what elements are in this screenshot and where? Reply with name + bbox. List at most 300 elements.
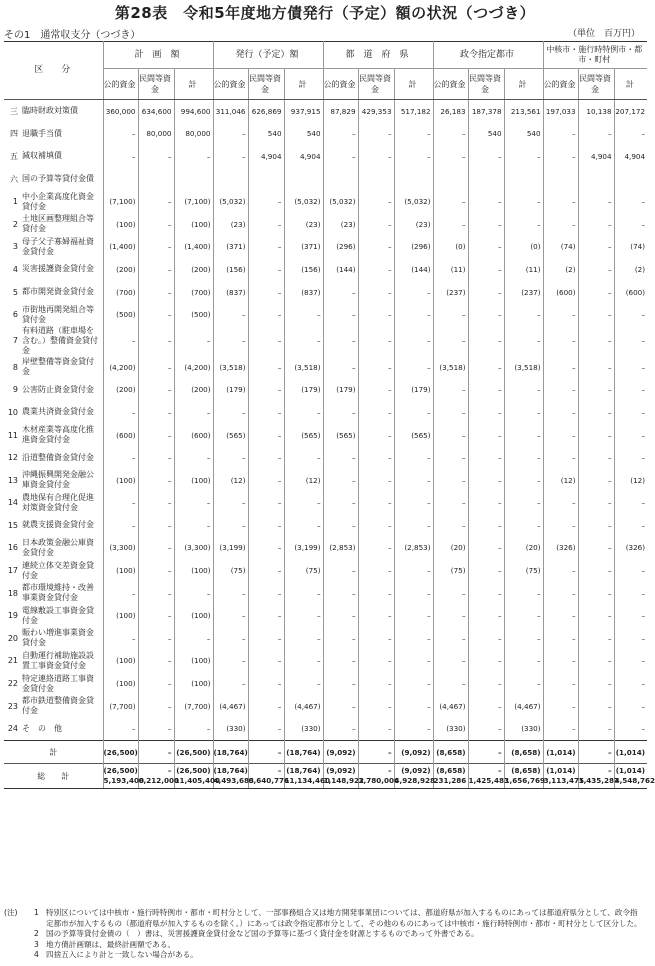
cell-value: [174, 168, 213, 191]
subheader-public: 公的資金: [323, 69, 358, 100]
cell-value: (75): [504, 559, 543, 582]
cell-value: 626,869: [248, 100, 284, 123]
cell-value: –: [394, 582, 433, 605]
cell-value: –: [468, 537, 504, 560]
cell-value: –: [578, 537, 614, 560]
cell-value: –: [641, 724, 646, 734]
cell-value: –: [248, 401, 284, 424]
cell-value: (26,500): [103, 741, 138, 764]
cell-value: [543, 168, 578, 191]
row-label: [4, 258, 103, 281]
subheader-total: 計: [504, 69, 543, 100]
row-number: 3: [12, 242, 18, 252]
cell-value: –: [641, 498, 646, 508]
cell-value: (9,092): [323, 741, 358, 764]
cell-value: 994,600: [174, 100, 213, 123]
cell-value: –: [358, 281, 394, 304]
subheader-private: 民間等資金: [468, 69, 504, 100]
cell-value: –: [248, 650, 284, 673]
cell-value: (326): [625, 543, 646, 553]
row-label: [4, 401, 103, 424]
row-label: [4, 604, 103, 627]
row-number: 六: [10, 174, 18, 184]
row-number: 23: [7, 701, 18, 711]
cell-value: (100): [174, 469, 213, 492]
cell-value: –: [578, 559, 614, 582]
cell-value: 4,904: [624, 151, 646, 161]
cell-value: (2,853): [394, 537, 433, 560]
cell-value: –: [138, 446, 174, 469]
cell-value: –: [543, 604, 578, 627]
cell-value: –: [578, 582, 614, 605]
cell-value: (600): [174, 424, 213, 447]
bond-issuance-table: [4, 41, 655, 789]
row-label: [4, 537, 103, 560]
cell-value: (75): [284, 559, 323, 582]
cell-value: –: [543, 213, 578, 236]
row-name: 特定連絡道路工事資金貸付金: [22, 673, 94, 693]
cell-value: 311,046: [213, 100, 248, 123]
cell-value: (200): [103, 379, 138, 402]
cell-value: –: [394, 604, 433, 627]
cell-value: (4,467): [504, 695, 543, 718]
subheader-total: 計: [614, 69, 647, 100]
table-row: [4, 492, 647, 515]
row-number: 22: [7, 679, 18, 689]
row-number: 6: [12, 310, 18, 320]
cell-value: (12): [543, 469, 578, 492]
cell-value: (75): [213, 559, 248, 582]
cell-value: –: [394, 123, 433, 146]
cell-value: (330): [433, 717, 468, 740]
table-row: [4, 424, 647, 447]
cell-value: –: [433, 401, 468, 424]
header-group-seirei: 政令指定都市: [433, 42, 543, 69]
cell-value: –: [468, 326, 504, 356]
cell-value: –: [543, 356, 578, 379]
cell-value: –: [468, 424, 504, 447]
subheader-private: 民間等資金: [358, 69, 394, 100]
table-row: [4, 213, 647, 236]
cell-value: (20): [504, 537, 543, 560]
cell-value: –: [284, 446, 323, 469]
cell-value: –: [248, 424, 284, 447]
cell-value: –: [433, 514, 468, 537]
cell-value: –: [358, 236, 394, 259]
row-label: 総 計: [4, 764, 103, 789]
cell-value: (565): [284, 424, 323, 447]
cell-value: (3,518): [213, 356, 248, 379]
cell-value: –: [578, 446, 614, 469]
row-name: そ の 他: [22, 723, 62, 733]
cell-value: (23): [394, 213, 433, 236]
cell-value: (500): [174, 303, 213, 326]
cell-value: –: [248, 190, 284, 213]
cell-value: –: [138, 379, 174, 402]
cell-value: –: [578, 258, 614, 281]
cell-value: –: [394, 717, 433, 740]
cell-value: –: [138, 672, 174, 695]
cell-value: –: [504, 604, 543, 627]
cell-value: (18,764): [213, 741, 248, 764]
cell-value: –: [358, 469, 394, 492]
cell-value: –: [248, 356, 284, 379]
row-label: [4, 190, 103, 213]
cell-value: –: [138, 741, 174, 764]
cell-value: –: [433, 446, 468, 469]
cell-value: –: [284, 326, 323, 356]
row-label: [4, 100, 103, 123]
header-group-hakko: 発行（予定）額: [213, 42, 323, 69]
cell-value: (3,199): [213, 537, 248, 560]
row-number: 19: [7, 611, 18, 621]
row-number: 三: [10, 106, 18, 116]
cell-value: –: [248, 492, 284, 515]
cell-value: –: [641, 362, 646, 372]
cell-value: (7,100): [174, 190, 213, 213]
cell-value: –: [138, 559, 174, 582]
row-name: 都市環境維持・改善事業資金貸付金: [22, 583, 94, 603]
cell-value: (12): [630, 475, 646, 485]
cell-value: –: [543, 401, 578, 424]
row-name: 中小企業高度化資金貸付金: [22, 191, 94, 211]
footnote-number: 1: [34, 908, 39, 917]
footnote-text: 国の予算等貸付金債の（ ）書は、災害援護資金貸付金など国の予算等に基づく貸付金を財源とするものであって外書である。: [46, 929, 479, 938]
cell-value: –: [543, 145, 578, 168]
footnotes: [4, 908, 644, 961]
cell-value: –: [394, 401, 433, 424]
table-row: [4, 236, 647, 259]
cell-value: (12): [213, 469, 248, 492]
cell-value: –: [213, 604, 248, 627]
table-row: [4, 145, 647, 168]
cell-value: –: [174, 492, 213, 515]
cell-value: 360,000: [103, 100, 138, 123]
row-label: [4, 446, 103, 469]
cell-value: –: [433, 326, 468, 356]
footnote-text: 四捨五入により計と一致しない場合がある。: [46, 950, 198, 959]
cell-value: (12): [284, 469, 323, 492]
cell-value: –: [468, 258, 504, 281]
row-name: 沖縄振興開発金融公庫資金貸付金: [22, 470, 94, 490]
row-label: [4, 303, 103, 326]
cell-value: –: [468, 446, 504, 469]
cell-value: (4,200): [174, 356, 213, 379]
row-number: 4: [12, 264, 18, 274]
cell-value: –: [468, 650, 504, 673]
row-label: [4, 695, 103, 718]
cell-value: –: [641, 701, 646, 711]
row-name: 母子父子寡婦福祉資金貸付金: [22, 236, 94, 256]
cell-value: –: [138, 717, 174, 740]
cell-value: –: [641, 336, 646, 346]
cell-value: –: [358, 123, 394, 146]
cell-value: –: [468, 514, 504, 537]
footnote-number: 4: [34, 950, 39, 959]
row-label: [4, 236, 103, 259]
cell-value: (4,467): [213, 695, 248, 718]
cell-value: –: [641, 197, 646, 207]
header-group-chukaku: 中核市・施行時特例市・都市・町村: [543, 42, 647, 69]
cell-value: –: [394, 145, 433, 168]
cell-value: –: [641, 219, 646, 229]
cell-value: (5,032): [394, 190, 433, 213]
footnote-marker: [4, 950, 34, 961]
cell-value: –: [468, 604, 504, 627]
cell-value: (144): [323, 258, 358, 281]
cell-value: –: [641, 385, 646, 395]
cell-value: –: [174, 514, 213, 537]
cell-value: –: [468, 213, 504, 236]
table-row: [4, 650, 647, 673]
cell-value: –: [641, 656, 646, 666]
row-name: 退職手当債: [22, 128, 62, 138]
cell-value: –: [103, 326, 138, 356]
cell-value: (330): [284, 717, 323, 740]
cell-value: –: [394, 559, 433, 582]
cell-value: (2): [543, 258, 578, 281]
cell-value: –: [138, 582, 174, 605]
cell-value: (156): [213, 258, 248, 281]
row-label: [4, 514, 103, 537]
cell-value: –: [248, 213, 284, 236]
table-row: [4, 326, 647, 356]
row-number: 15: [7, 520, 18, 530]
cell-value: –: [578, 401, 614, 424]
table-row: [4, 582, 647, 605]
cell-value: (371): [213, 236, 248, 259]
cell-value: (100): [174, 559, 213, 582]
cell-value: – 1,425,483: [468, 764, 504, 789]
table-row-total: [4, 764, 647, 789]
cell-value: –: [394, 672, 433, 695]
cell-value: –: [248, 672, 284, 695]
table-row: [4, 695, 647, 718]
cell-value: –: [323, 650, 358, 673]
cell-value: (179): [323, 379, 358, 402]
cell-value: –: [504, 145, 543, 168]
row-label: [4, 672, 103, 695]
cell-value: –: [323, 123, 358, 146]
row-name: 岸壁整備等資金貸付金: [22, 357, 94, 377]
row-name: 自動運行補助施設設置工事資金貸付金: [22, 650, 94, 670]
cell-value: (565): [394, 424, 433, 447]
cell-value: –: [358, 717, 394, 740]
footnote-marker: (注): [4, 908, 18, 917]
cell-value: –: [468, 236, 504, 259]
cell-value: –: [433, 582, 468, 605]
cell-value: –: [578, 672, 614, 695]
cell-value: –: [641, 611, 646, 621]
unit-label: （単位 百万円）: [567, 29, 640, 39]
cell-value: –: [641, 129, 646, 139]
cell-value: –: [213, 492, 248, 515]
table-row: [4, 123, 647, 146]
header-kubun: 区 分: [4, 42, 103, 100]
cell-value: [358, 168, 394, 191]
cell-value: –: [468, 303, 504, 326]
cell-value: –: [174, 145, 213, 168]
cell-value: –: [394, 627, 433, 650]
cell-value: –: [641, 430, 646, 440]
footnote-item: [4, 908, 644, 929]
cell-value: –: [578, 326, 614, 356]
cell-value: –: [138, 650, 174, 673]
table-row: [4, 281, 647, 304]
row-name: 電線敷設工事資金貸付金: [22, 605, 94, 625]
cell-value: –: [468, 379, 504, 402]
cell-value: (8,658) 1,656,769: [504, 764, 543, 789]
cell-value: –: [248, 379, 284, 402]
row-label: [4, 213, 103, 236]
row-label: 計: [4, 741, 103, 764]
subheader-public: 公的資金: [103, 69, 138, 100]
row-label: [4, 281, 103, 304]
cell-value: –: [543, 326, 578, 356]
cell-value: (5,032): [284, 190, 323, 213]
table-row: [4, 379, 647, 402]
cell-value: –: [323, 281, 358, 304]
cell-value: –: [433, 627, 468, 650]
cell-value: (8,658): [433, 741, 468, 764]
cell-value: (200): [103, 258, 138, 281]
cell-value: –: [248, 514, 284, 537]
row-number: 10: [7, 407, 18, 417]
row-number: 8: [12, 362, 18, 372]
row-label: [4, 559, 103, 582]
cell-value: –: [323, 627, 358, 650]
cell-value: –: [138, 424, 174, 447]
cell-value: (3,300): [174, 537, 213, 560]
cell-value: –: [358, 145, 394, 168]
cell-value: (26,500) 11,405,400: [174, 764, 213, 789]
cell-value: –: [284, 492, 323, 515]
row-label: [4, 145, 103, 168]
cell-value: (11): [504, 258, 543, 281]
cell-value: –: [213, 326, 248, 356]
cell-value: –: [358, 672, 394, 695]
row-number: 四: [10, 129, 18, 139]
row-name: 有料道路（駐車場を含む。）整備資金貸付金: [22, 325, 98, 355]
cell-value: –: [504, 379, 543, 402]
cell-value: (179): [394, 379, 433, 402]
footnote-text: 地方債計画額は、最終計画額である。: [46, 939, 176, 949]
cell-value: –: [323, 604, 358, 627]
cell-value: 4,904: [578, 145, 614, 168]
cell-value: –: [578, 650, 614, 673]
cell-value: –: [323, 672, 358, 695]
cell-value: (3,518): [433, 356, 468, 379]
cell-value: (330): [213, 717, 248, 740]
cell-value: –: [138, 514, 174, 537]
cell-value: –: [138, 236, 174, 259]
row-name: 日本政策金融公庫資金貸付金: [22, 537, 94, 557]
cell-value: [248, 168, 284, 191]
cell-value: 937,915: [284, 100, 323, 123]
cell-value: (600): [103, 424, 138, 447]
cell-value: (600): [625, 287, 646, 297]
subheader-private: 民間等資金: [578, 69, 614, 100]
row-number: 20: [7, 633, 18, 643]
cell-value: –: [543, 514, 578, 537]
cell-value: –: [138, 258, 174, 281]
cell-value: –: [358, 604, 394, 627]
cell-value: –: [504, 627, 543, 650]
cell-value: [504, 168, 543, 191]
row-label: [4, 469, 103, 492]
cell-value: –: [138, 190, 174, 213]
cell-value: – 3,780,006: [358, 764, 394, 789]
cell-value: (74): [543, 236, 578, 259]
cell-value: [213, 168, 248, 191]
cell-value: –: [138, 326, 174, 356]
cell-value: (23): [213, 213, 248, 236]
row-name: 木材産業等高度化推進資金貸付金: [22, 425, 94, 445]
cell-value: –: [248, 695, 284, 718]
table-subtitle: その1 通常収支分（つづき）: [4, 30, 141, 41]
cell-value: –: [468, 281, 504, 304]
row-label: [4, 168, 103, 191]
row-label: [4, 627, 103, 650]
footnote-marker: [4, 929, 34, 940]
row-number: 14: [7, 498, 18, 508]
cell-value: 10,138: [578, 100, 614, 123]
cell-value: –: [578, 604, 614, 627]
cell-value: (7,100): [103, 190, 138, 213]
row-name: 農地保有合理化促進対策資金貸付金: [22, 492, 94, 512]
cell-value: (100): [103, 559, 138, 582]
cell-value: –: [543, 446, 578, 469]
cell-value: –: [358, 326, 394, 356]
cell-value: –: [248, 303, 284, 326]
cell-value: – 6,640,776: [248, 764, 284, 789]
cell-value: –: [468, 695, 504, 718]
cell-value: 4,904: [248, 145, 284, 168]
cell-value: 517,182: [394, 100, 433, 123]
row-label: [4, 424, 103, 447]
cell-value: (7,700): [174, 695, 213, 718]
cell-value: –: [323, 469, 358, 492]
cell-value: (1,400): [103, 236, 138, 259]
cell-value: –: [641, 566, 646, 576]
cell-value: –: [578, 741, 614, 764]
cell-value: –: [578, 356, 614, 379]
cell-value: –: [543, 672, 578, 695]
cell-value: –: [323, 582, 358, 605]
cell-value: –: [543, 303, 578, 326]
cell-value: 80,000: [174, 123, 213, 146]
row-label: [4, 650, 103, 673]
cell-value: –: [213, 303, 248, 326]
cell-value: (3,518): [504, 356, 543, 379]
cell-value: –: [103, 401, 138, 424]
cell-value: (1,014): [543, 741, 578, 764]
cell-value: –: [504, 514, 543, 537]
table-row: [4, 100, 647, 123]
cell-value: –: [248, 236, 284, 259]
cell-value: –: [578, 469, 614, 492]
cell-value: –: [248, 582, 284, 605]
table-row: [4, 446, 647, 469]
cell-value: –: [543, 123, 578, 146]
cell-value: –: [174, 326, 213, 356]
cell-value: –: [394, 281, 433, 304]
cell-value: –: [504, 213, 543, 236]
cell-value: –: [543, 717, 578, 740]
cell-value: –: [213, 650, 248, 673]
cell-value: –: [641, 310, 646, 320]
cell-value: –: [468, 401, 504, 424]
